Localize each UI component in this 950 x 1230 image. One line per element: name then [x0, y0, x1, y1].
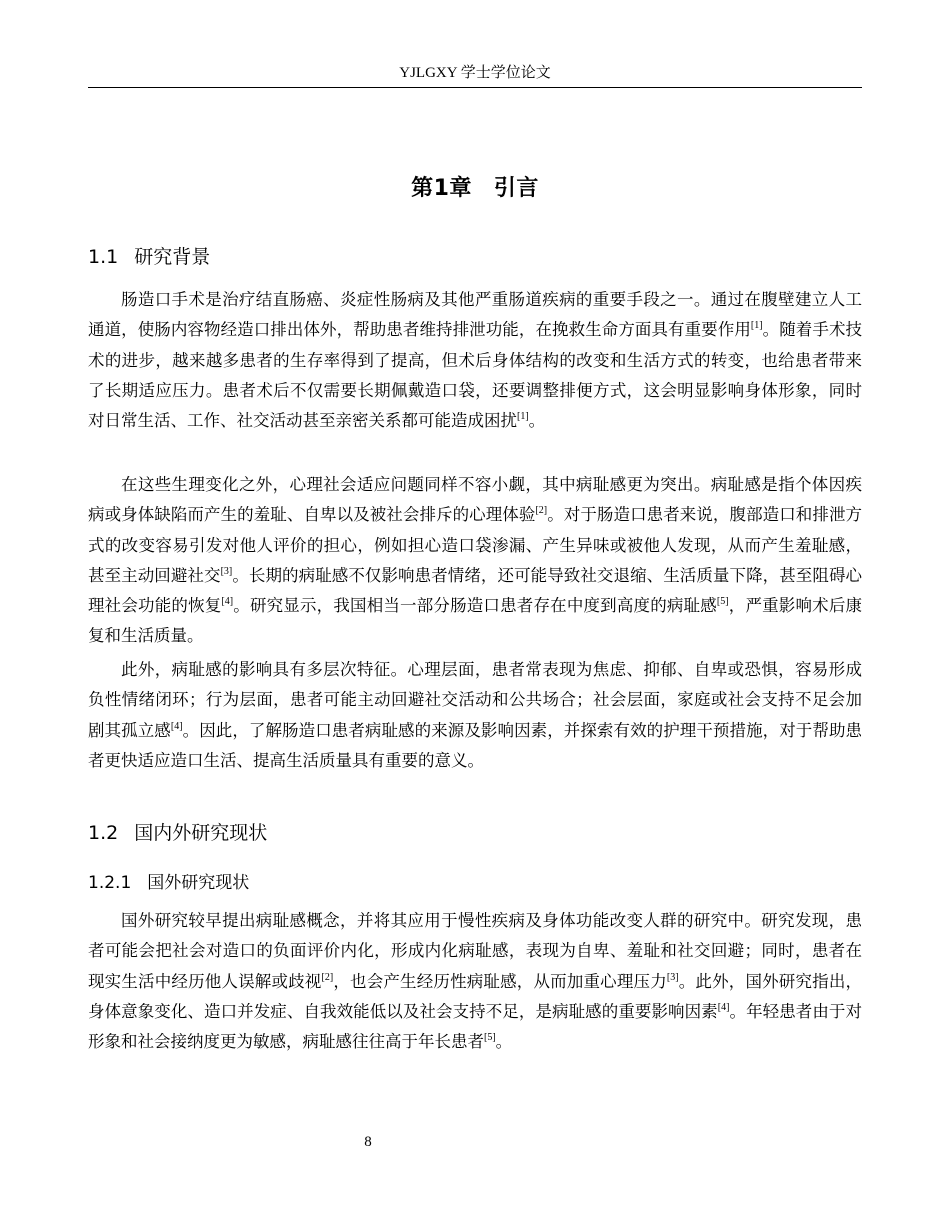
subsection-number: 1.2.1 — [88, 873, 132, 893]
chapter-title — [88, 172, 862, 206]
paragraph-text: ，也会产生经历性病耻感，从而加重心理压力 — [333, 971, 667, 991]
citation[interactable]: [1] — [517, 411, 529, 423]
section-1-2-heading — [88, 818, 267, 848]
citation[interactable]: [2] — [535, 505, 548, 517]
section-title: 研究背景 — [134, 246, 211, 268]
citation[interactable]: [5] — [716, 596, 729, 608]
citation[interactable]: [4] — [221, 596, 234, 608]
paragraph-text: 。对于肠造口患者来说，腹部造口和排泄方式的改变容易引发对他人评价的担心，例如担心造口袋渗漏、产生异味或被他人发现，从而产生羞耻感，甚至主动回避社交 — [88, 505, 863, 585]
paragraph-text: 肠造口手术是治疗结直肠癌、炎症性肠病及其他严重肠道疾病的重要手段之一。通过在腹壁建立人工通道，使肠内容物经造口排出体外，帮助患者维持排泄功能，在挽救生命方面具有重要作用 — [88, 290, 862, 340]
section-title: 国内外研究现状 — [134, 822, 268, 844]
subsection-title: 国外研究现状 — [147, 873, 250, 893]
citation[interactable]: [3] — [220, 565, 233, 577]
paragraph-text: 此外，病耻感的影响具有多层次特征。心理层面，患者常表现为焦虑、抑郁、自卑或恐惧，容易形成负性情绪闭环；行为层面，患者可能主动回避社交活动和公共场合；社会层面，家庭或社会支持不足会加剧其孤立感 — [88, 660, 862, 740]
paragraph-text: 。 — [528, 411, 546, 431]
paragraph-text: 。研究显示，我国相当一部分肠造口患者存在中度到高度的病耻感 — [233, 596, 717, 616]
paragraph-text: 。年轻患者由于对形象和社会接纳度更为敏感，病耻感往往高于年长患者 — [88, 1001, 863, 1052]
section-number: 1.2 — [88, 822, 119, 844]
paragraph-text: ，严重影响术后康复和生活质量。 — [88, 596, 863, 646]
paragraph-text: 。随着手术技术的进步，越来越多患者的生存率得到了提高，但术后身体结构的改变和生活方式的转变，也给患者带来了长期适应压力。患者术后不仅需要长期佩戴造口袋，还要调整排便方式，这会明显影响身体形象，同时对日常生活、工作、社交活动甚至亲密关系都可能造成困扰 — [88, 320, 863, 431]
paragraph-1-1-3 — [88, 655, 862, 776]
header-rule — [88, 87, 862, 88]
citation[interactable]: [4] — [170, 720, 183, 732]
section-1-1-heading — [88, 242, 210, 272]
page-number: 8 — [364, 1134, 372, 1150]
paragraph-text: 在这些生理变化之外，心理社会适应问题同样不容小觑，其中病耻感更为突出。病耻感是指个体因疾病或身体缺陷而产生的羞耻、自卑以及被社会排斥的心理体验 — [88, 475, 862, 525]
citation[interactable]: [3] — [666, 971, 679, 983]
paragraph-1-2-1-1 — [88, 906, 862, 1057]
paragraph-text: 国外研究较早提出病耻感概念，并将其应用于慢性疾病及身体功能改变人群的研究中。研究发现，患者可能会把社会对造口的负面评价内化，形成内化病耻感，表现为自卑、羞耻和社交回避；同时，患者在现实生活中经历他人误解或歧视 — [88, 911, 862, 991]
citation[interactable]: [5] — [484, 1032, 496, 1044]
citation[interactable]: [2] — [321, 971, 334, 983]
paragraph-text: 。此外，国外研究指出，身体意象变化、造口并发症、自我效能低以及社会支持不足，是病耻感的重要影响因素 — [88, 971, 863, 1021]
paragraph-1-1-1 — [88, 285, 862, 436]
section-number: 1.1 — [88, 246, 119, 268]
citation[interactable]: [1] — [750, 320, 763, 332]
citation[interactable]: [4] — [717, 1001, 730, 1013]
paragraph-1-1-2 — [88, 470, 862, 652]
paragraph-text: 。 — [495, 1032, 513, 1052]
paragraph-text: 。因此，了解肠造口患者病耻感的来源及影响因素，并探索有效的护理干预措施，对于帮助患者更快适应造口生活、提高生活质量具有重要的意义。 — [88, 720, 863, 770]
section-1-2-1-heading — [88, 869, 249, 897]
paragraph-text: 。长期的病耻感不仅影响患者情绪，还可能导致社交退缩、生活质量下降，甚至阻碍心理社会功能的恢复 — [88, 565, 863, 616]
running-header: YJLGXY 学士学位论文 — [399, 65, 551, 81]
chapter-name: 引言 — [493, 176, 539, 201]
chapter-number: 第1章 — [411, 176, 472, 201]
